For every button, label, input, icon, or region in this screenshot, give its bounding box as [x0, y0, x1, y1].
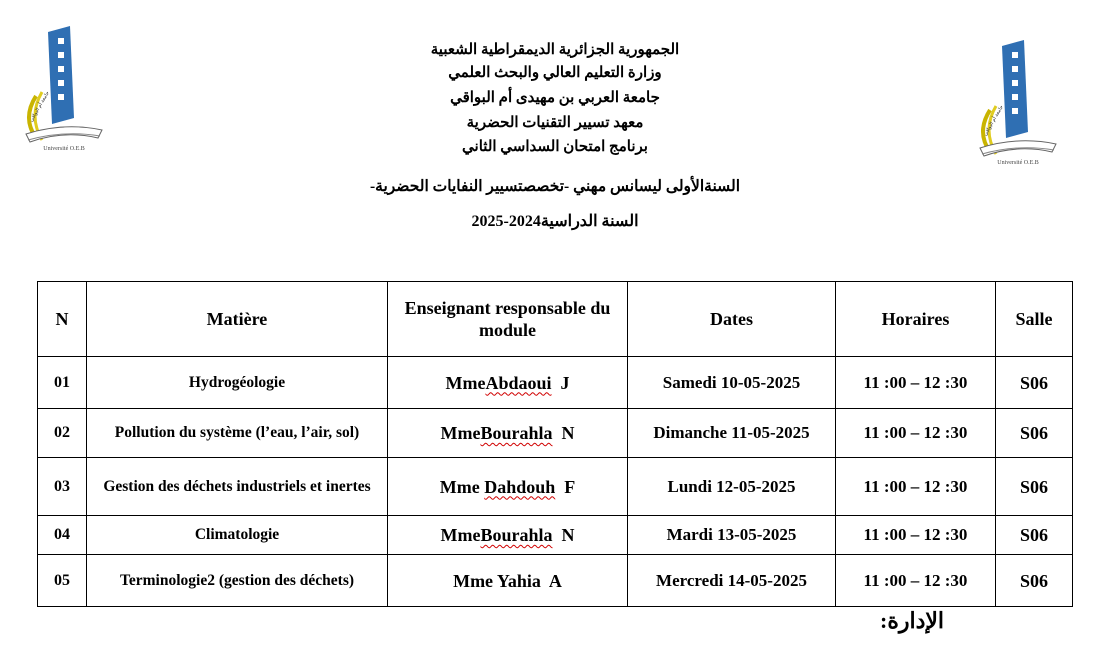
time-cell: 11 :00 – 12 :30: [836, 409, 996, 458]
logo-arabic-caption: جامعة أم البواقي: [29, 90, 51, 123]
table-header-row: [38, 282, 1073, 357]
date-cell: Samedi 10-05-2025: [628, 357, 836, 409]
teacher-title: Mme: [440, 423, 481, 443]
logo-caption: Université O.E.B: [43, 146, 85, 152]
header-subtitle: السنةالأولى ليسانس مهني -تخصصتسيير النفايات الحضرية-: [369, 178, 741, 195]
administration-label: الإدارة:: [880, 608, 945, 633]
row-number: 04: [38, 516, 87, 555]
teacher-cell: [388, 357, 628, 409]
room-cell: S06: [996, 409, 1073, 458]
row-number: 01: [38, 357, 87, 409]
column-header-matiere: Matière: [87, 282, 388, 357]
university-logo-right: [968, 40, 1063, 166]
room-cell: S06: [996, 555, 1073, 607]
table-row: [38, 555, 1073, 607]
header-institute: معهد تسيير التقنيات الحضرية: [466, 115, 644, 131]
time-cell: 11 :00 – 12 :30: [836, 555, 996, 607]
teacher-name: Yahia: [496, 570, 541, 591]
room-cell: S06: [996, 357, 1073, 409]
date-cell: Lundi 12-05-2025: [628, 458, 836, 516]
time-cell: 11 :00 – 12 :30: [836, 357, 996, 409]
university-logo-left: [14, 26, 109, 152]
time-cell: 11 :00 – 12 :30: [836, 516, 996, 555]
header-ministry: وزارة التعليم العالي والبحث العلمي: [448, 65, 662, 81]
teacher-initial: A: [548, 570, 562, 591]
column-header-salle: Salle: [996, 282, 1073, 357]
date-cell: Dimanche 11-05-2025: [628, 409, 836, 458]
teacher-title: Mme: [445, 372, 486, 393]
teacher-cell: [388, 458, 628, 516]
teacher-cell: [388, 409, 628, 458]
teacher-initial: N: [561, 423, 575, 443]
teacher-title: Mme: [439, 476, 485, 497]
teacher-name: Bourahla: [480, 525, 553, 545]
teacher-title: Mme: [453, 570, 497, 591]
teacher-cell: [388, 516, 628, 555]
teacher-title: Mme: [440, 525, 481, 545]
date-cell: Mardi 13-05-2025: [628, 516, 836, 555]
row-number: 02: [38, 409, 87, 458]
table-row: [38, 409, 1073, 458]
row-number: 03: [38, 458, 87, 516]
column-header-horaires: Horaires: [836, 282, 996, 357]
teacher-cell: [388, 555, 628, 607]
teacher-initial: N: [561, 525, 575, 545]
room-cell: S06: [996, 516, 1073, 555]
table-row: [38, 458, 1073, 516]
subject-cell: Hydrogéologie: [87, 357, 388, 409]
logo-arabic-caption: جامعة أم البواقي: [983, 104, 1005, 137]
header-university: جامعة العربي بن مهيدى أم البواقي: [450, 90, 660, 106]
date-cell: Mercredi 14-05-2025: [628, 555, 836, 607]
teacher-name: Bourahla: [480, 423, 553, 443]
teacher-name: Abdaoui: [485, 372, 552, 393]
teacher-initial: F: [564, 476, 576, 497]
table-row: [38, 357, 1073, 409]
column-header-n: N: [38, 282, 87, 357]
subject-cell: Pollution du système (l’eau, l’air, sol): [87, 409, 388, 458]
academic-year: السنة الدراسية2024-2025: [471, 213, 639, 230]
header-republic: الجمهورية الجزائرية الديمقراطية الشعبية: [430, 42, 680, 58]
logo-caption: Université O.E.B: [997, 160, 1039, 166]
subject-cell: Climatologie: [87, 516, 388, 555]
subject-cell: Gestion des déchets industriels et inertes: [87, 458, 388, 516]
teacher-name: Dahdouh: [484, 476, 556, 497]
time-cell: 11 :00 – 12 :30: [836, 458, 996, 516]
header-program: برنامج امتحان السداسي الثاني: [462, 139, 648, 155]
exam-schedule-table: [37, 281, 1073, 607]
room-cell: S06: [996, 458, 1073, 516]
row-number: 05: [38, 555, 87, 607]
subject-cell: Terminologie2 (gestion des déchets): [87, 555, 388, 607]
column-header-enseignant: Enseignant responsable du module: [388, 282, 628, 357]
teacher-initial: J: [560, 372, 570, 393]
column-header-dates: Dates: [628, 282, 836, 357]
table-row: [38, 516, 1073, 555]
